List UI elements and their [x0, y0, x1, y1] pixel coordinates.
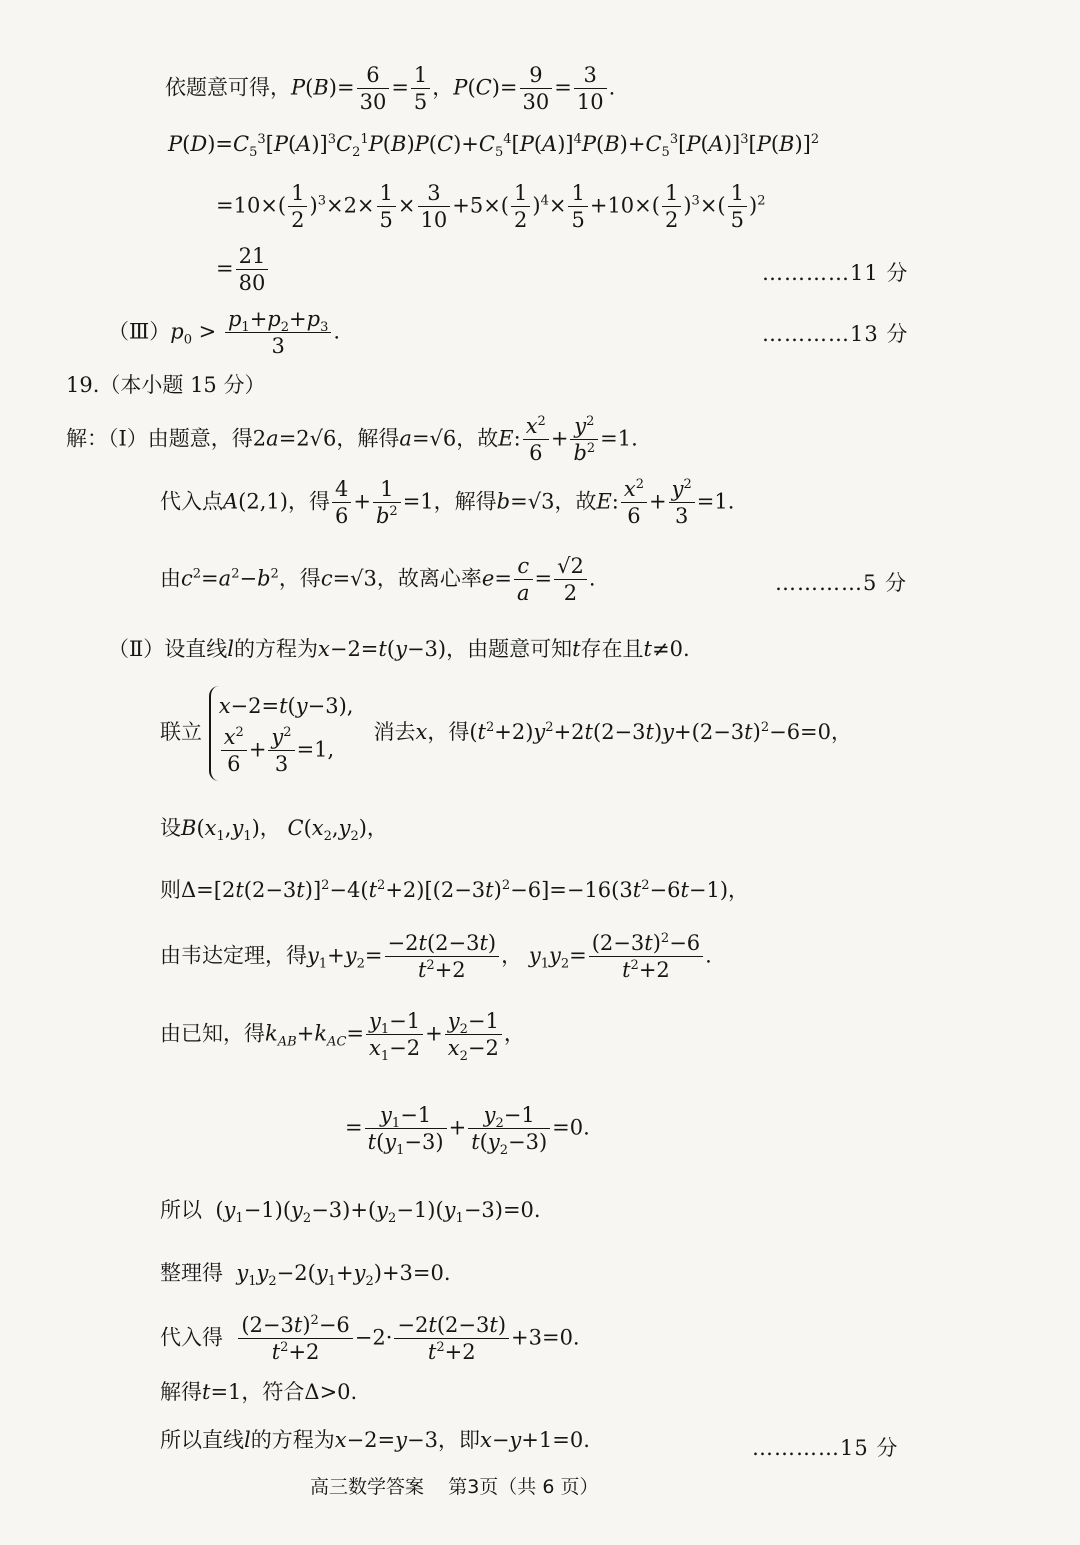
footer-page: 第3页（共 6 页） — [448, 1476, 599, 1498]
line-substitute: 代入得 $\frac{(2-3t)^2-6}{t^2+2}$ −2· $\frac{-2t(2-3t)}{t^2+2}$ +3=0. — [160, 1313, 580, 1365]
line-vieta: 由韦达定理，得$y_1+y_2=$ $\frac{-2t(2-3t)}{t^2+2}$ ， $y_1y_2=$ $\frac{(2-3t)^2-6}{t^2+2}$ . — [160, 931, 712, 983]
score-mark-5: …………5 分 — [775, 571, 908, 595]
line-final: 所以直线l的方程为x−2=y−3，即x−y+1=0. — [160, 1428, 590, 1452]
page-footer — [310, 1478, 598, 1497]
score-mark-15: …………15 分 — [752, 1436, 899, 1460]
line-probabilities-bc: 依题意可得，P(B)= $\frac{6}{30}$ = $\frac{1}{5}$ ，P(C)= $\frac{9}{30}$ = $\frac{3}{10}$ . — [165, 63, 616, 115]
line-product-eq: 所以 $(y_1-1)(y_2-3)+(y_2-1)(y_1-3)=0$. — [160, 1198, 541, 1227]
line-part2-intro: （Ⅱ）设直线l的方程为x−2=t(y−3)，由题意可知t存在且t≠0. — [108, 637, 690, 661]
line-slope-sum-t: = $\frac{y_1-1}{t(y_1-3)}$ + $\frac{y_2-1}{t(y_2-3)}$ =0. — [345, 1103, 590, 1159]
score-mark-11: …………11 分 — [762, 261, 909, 285]
equation-system: x−2=t(y−3), $\frac{x^2}{6}$ + $\frac{y^2}{3}$ =1, — [209, 686, 354, 781]
line-discriminant: 则$\Delta=[2t(2-3t)]^2-4(t^2+2)[(2-3t)^2-6]=-16(3t^2-6t-1)$， — [160, 878, 750, 902]
line-pd-result: = $\frac{21}{80}$ — [216, 243, 270, 297]
footer-subject: 高三数学答案 — [310, 1476, 425, 1498]
line-slope-sum: 由已知，得$k_{AB}+k_{AC}=$ $\frac{y_1-1}{x_1-2}$ + $\frac{y_2-1}{x_2-2}$ ， — [160, 1009, 525, 1065]
line-eccentricity: 由$c^2=a^2-b^2$，得c=√3，故离心率e= $\frac{c}{a}$ = $\frac{√2}{2}$ . — [160, 554, 596, 606]
score-mark-13: …………13 分 — [762, 322, 909, 346]
line-part1-a: 解：（Ⅰ）由题意，得2a=2√6，解得a=√6，故E: $\frac{x^2}{6}$ + $\frac{y^2}{b^2}$ =1. — [66, 414, 638, 466]
line-pd-formula: $P(D)=C_5^3[P(A)]^3C_2^1P(B)P(C)+C_5^4[P(A)]^4P(B)+C_5^3[P(A)]^3[P(B)]^2$ — [168, 132, 820, 161]
line-solve-t: 解得t=1，符合Δ>0. — [160, 1380, 358, 1404]
line-part1-b: 代入点A(2,1)，得 $\frac{4}{6}$ + $\frac{1}{b^2}$ =1，解得b=√3，故E: $\frac{x^2}{6}$ + $\frac{y^2}{3}$ =1. — [160, 477, 735, 529]
line-pd-numeric: =10×( $\frac{1}{2}$ )$^3$×2× $\frac{1}{5}$ × $\frac{3}{10}$ +5×( $\frac{1}{2}$ )$^4$× $\frac{1}{5}$ +10×( $\frac{1}{2}$ )$^3$×( $\frac{1}{5}$ )$^2$ — [216, 181, 766, 233]
line-simultaneous: 联立 x−2=t(y−3), $\frac{x^2}{6}$ + $\frac{y^2}{3}$ =1, 消去x，得$(t^2+2)y^2+2t(2-3t)y+(2-3t)^2-6=0$， — [160, 686, 852, 781]
line-points-bc: 设$B(x_1,y_1)$， $C(x_2,y_2)$， — [160, 816, 388, 845]
section-heading-19: 19.（本小题 15 分） — [66, 373, 266, 397]
line-part3: $(Ⅲ)p_0$ > $\frac{p_1+p_2+p_3}{3}$ . — [108, 307, 341, 359]
line-simplified: 整理得 $y_1y_2-2(y_1+y_2)+3=0$. — [160, 1261, 451, 1290]
